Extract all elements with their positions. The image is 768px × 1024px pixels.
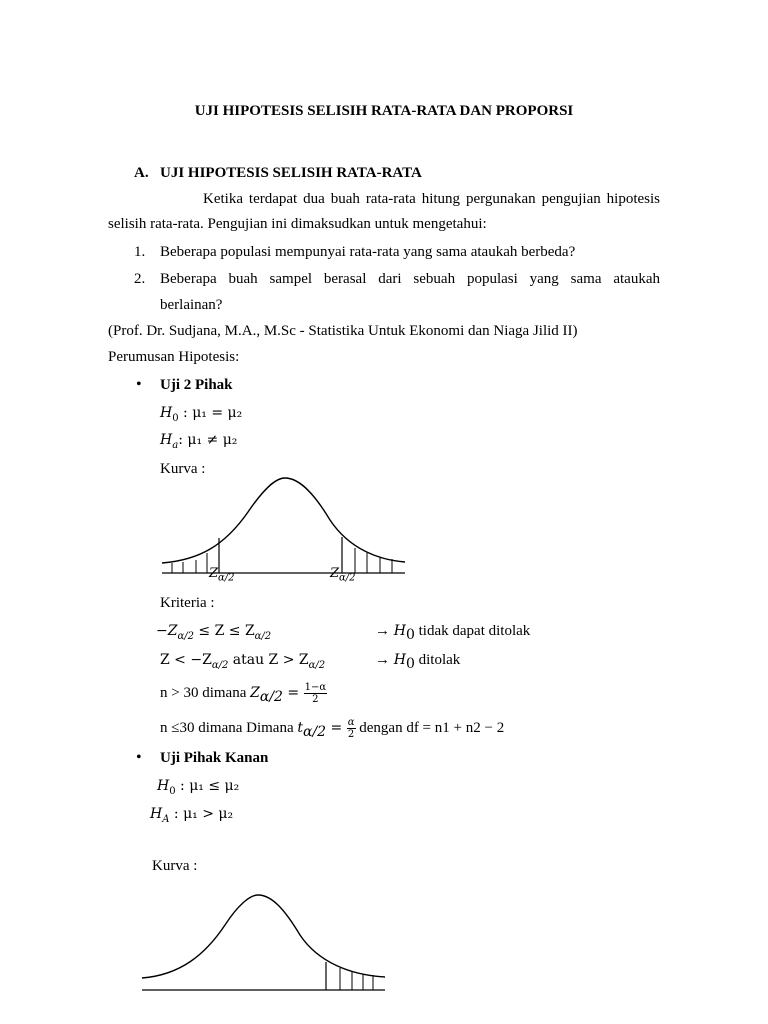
section-a-heading: UJI HIPOTESIS SELISIH RATA-RATA — [160, 165, 422, 181]
right-sided-ha: $H_A$ : μ₁ > μ₂ — [150, 806, 234, 825]
fraction-alpha-over-2: $\frac{\alpha}{2}$ — [347, 717, 355, 740]
kriteria-line-2-left: $Z < -Z_{\alpha/2}$ atau $Z > Z_{\alpha/2}$ — [160, 652, 326, 671]
uji-pihak-kanan-heading: Uji Pihak Kanan — [160, 750, 269, 766]
right-sided-kurva-label: Kurva : — [152, 858, 198, 874]
list-item-1-number: 1. — [134, 244, 146, 260]
arrow-right-icon: → — [375, 623, 390, 639]
arrow-right-icon: → — [375, 652, 390, 668]
two-sided-h0: $H_0$ : μ₁ = μ₂ — [160, 405, 243, 424]
bullet-uji-pihak-kanan: • — [136, 749, 142, 766]
list-item-2-number: 2. — [134, 271, 146, 287]
reference: (Prof. Dr. Sudjana, M.A., M.Sc - Statistika Untuk Ekonomi dan Niaga Jilid II) — [108, 323, 578, 339]
z-label-right: $Z_{\alpha/2}$ — [330, 566, 356, 584]
bullet-uji-2-pihak: • — [136, 376, 142, 393]
kriteria-line-2-right: → $H_0$ ditolak — [375, 652, 461, 672]
z-label-left: $Z_{\alpha/2}$ — [209, 566, 235, 584]
list-item-2-continuation: berlainan? — [160, 297, 223, 313]
n-le-30-rule: n ≤30 dimana Dimana $t_{\alpha/2}$ = $\frac{\alpha}{2}$ dengan df = n1 + n2 − 2 — [160, 717, 505, 740]
document-title: UJI HIPOTESIS SELISIH RATA-RATA DAN PROPORSI — [194, 103, 574, 119]
right-sided-h0: $H_0$ : μ₁ ≤ μ₂ — [157, 778, 240, 797]
section-a-marker: A. — [134, 165, 149, 181]
uji-2-pihak-heading: Uji 2 Pihak — [160, 377, 233, 393]
fraction-1-minus-alpha-over-2: $\frac{1-\alpha}{2}$ — [304, 682, 327, 705]
list-item-1-text: Beberapa populasi mempunyai rata-rata yang sama ataukah berbeda? — [160, 244, 576, 260]
kriteria-line-1-left: $-Z_{\alpha/2} \le Z \le Z_{\alpha/2}$ — [156, 623, 272, 642]
n-greater-30-rule: n > 30 dimana $Z_{\alpha/2}$ = $\frac{1-\alpha}{2}$ — [160, 682, 327, 705]
list-item-2-text: Beberapa buah sampel berasal dari sebuah populasi yang sama ataukah — [160, 271, 660, 287]
two-sided-kurva-label: Kurva : — [160, 461, 206, 477]
intro-line-2: selisih rata-rata. Pengujian ini dimaksudkan untuk mengetahui: — [108, 216, 487, 232]
perumusan-label: Perumusan Hipotesis: — [108, 349, 240, 365]
kriteria-line-1-right: → $H_0$ tidak dapat ditolak — [375, 623, 531, 643]
intro-line-1: Ketika terdapat dua buah rata-rata hitung pergunakan pengujian hipotesis — [203, 191, 660, 207]
kriteria-label: Kriteria : — [160, 595, 215, 611]
two-sided-ha: $H_a$: μ₁ ≠ μ₂ — [160, 432, 238, 451]
